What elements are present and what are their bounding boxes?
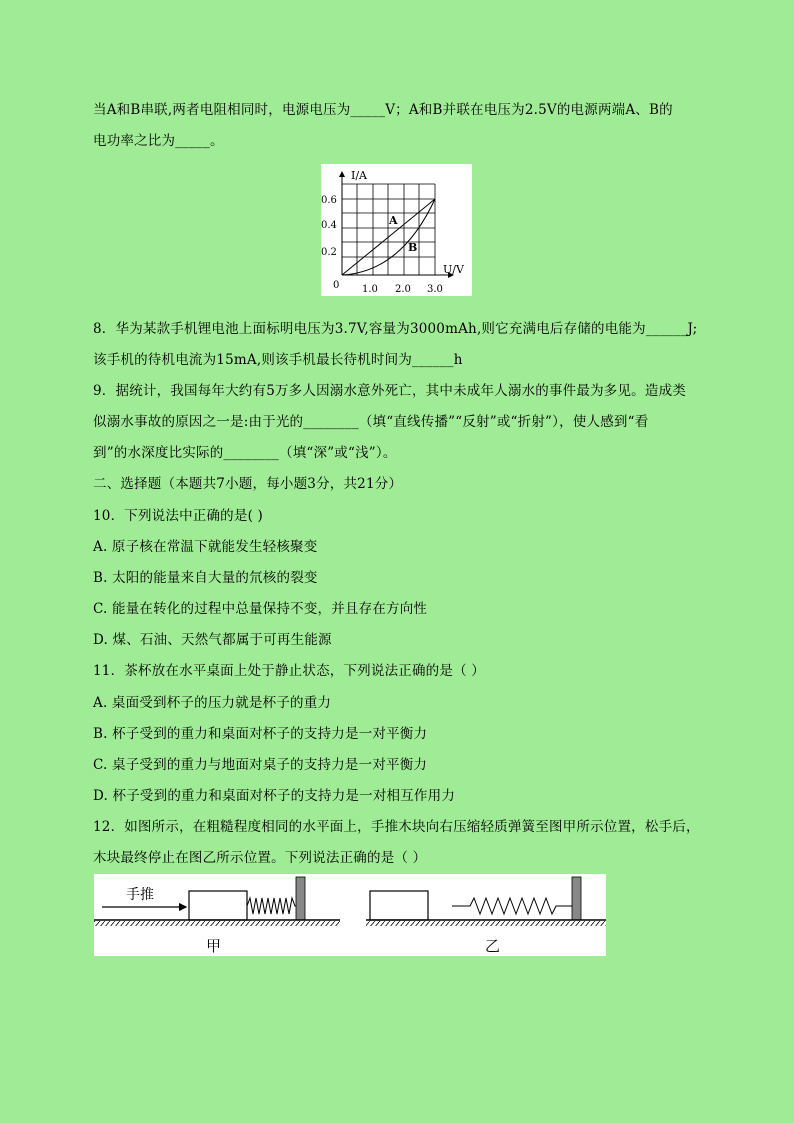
q11-option-d: D. 杯子受到的重力和桌面对杯子的支持力是一对相互作用力 [93, 788, 456, 804]
section-heading: 二、选择题（本题共7小题，每小题3分，共21分） [93, 476, 403, 492]
spring-relaxed [470, 898, 572, 914]
push-label: 手推 [126, 887, 154, 903]
q10-option-d: D. 煤、石油、天然气都属于可再生能源 [93, 632, 332, 648]
q11-option-b: B. 杯子受到的重力和桌面对杯子的支持力是一对平衡力 [93, 726, 428, 742]
block-jia [189, 891, 247, 920]
y-tick-0.2: 0.2 [321, 247, 337, 258]
curve-b-label: B [408, 241, 418, 254]
panel-yi [366, 877, 606, 955]
q9-line-3: 到”的水深度比实际的________（填“深”或“浅”）。 [93, 445, 397, 461]
spring-block-diagram [94, 874, 606, 956]
q10-option-c: C. 能量在转化的过程中总量保持不变，并且存在方向性 [93, 601, 428, 617]
x-axis-label: U/V [443, 263, 464, 276]
origin-label: 0 [333, 280, 340, 291]
iv-graph [321, 164, 472, 296]
x-tick-3.0: 3.0 [427, 284, 443, 295]
q7-line-1: 当A和B串联,两者电阻相同时，电源电压为_____V；A和B并联在电压为2.5V的电源两端A、B的 [93, 102, 673, 118]
q9-line-2: 似溺水事故的原因之一是:由于光的________（填“直线传播”“反射”或“折射”），使人感到“看 [93, 414, 649, 430]
spring-block-figure [94, 874, 606, 956]
ground-hatch-yi [366, 921, 606, 926]
x-tick-2.0: 2.0 [395, 284, 411, 295]
q10-stem: 10．下列说法中正确的是( ) [93, 508, 264, 524]
curve-a [342, 199, 435, 275]
q10-option-b: B. 太阳的能量来自大量的氘核的裂变 [93, 570, 318, 586]
q7-line-2: 电功率之比为_____。 [93, 133, 224, 149]
q8-line-1: 8．华为某款手机锂电池上面标明电压为3.7V,容量为3000mAh,则它充满电后存储的电能为______J; [93, 321, 698, 337]
block-yi [370, 891, 428, 920]
panel-jia [94, 877, 340, 955]
label-yi: 乙 [485, 937, 501, 955]
wall-yi [572, 877, 581, 920]
graph-grid [342, 184, 435, 275]
y-axis-label: I/A [351, 169, 367, 182]
q12-line-2: 木块最终停止在图乙所示位置。下列说法正确的是（ ） [93, 850, 427, 866]
q8-line-2: 该手机的待机电流为15mA,则该手机最长待机时间为______h [93, 352, 463, 368]
q11-option-c: C. 桌子受到的重力与地面对桌子的支持力是一对平衡力 [93, 757, 428, 773]
label-jia: 甲 [206, 937, 222, 955]
q11-stem: 11．茶杯放在水平桌面上处于静止状态，下列说法正确的是（ ） [93, 663, 485, 679]
q9-line-1: 9．据统计，我国每年大约有5万多人因溺水意外死亡，其中未成年人溺水的事件最为多见。造成类 [93, 383, 686, 399]
y-tick-0.4: 0.4 [321, 220, 337, 231]
wall-jia [296, 877, 305, 920]
curve-a-label: A [389, 214, 398, 227]
q12-line-1: 12．如图所示，在粗糙程度相同的水平面上，手推木块向右压缩轻质弹簧至图甲所示位置，松手后， [93, 819, 700, 835]
q11-option-a: A. 桌面受到杯子的压力就是杯子的重力 [93, 695, 332, 711]
iv-graph-figure [321, 164, 472, 296]
q10-option-a: A. 原子核在常温下就能发生轻核聚变 [93, 539, 318, 555]
y-tick-0.6: 0.6 [321, 195, 337, 206]
ground-hatch-jia [94, 921, 340, 926]
spring-compressed [247, 898, 296, 914]
x-tick-1.0: 1.0 [362, 284, 378, 295]
